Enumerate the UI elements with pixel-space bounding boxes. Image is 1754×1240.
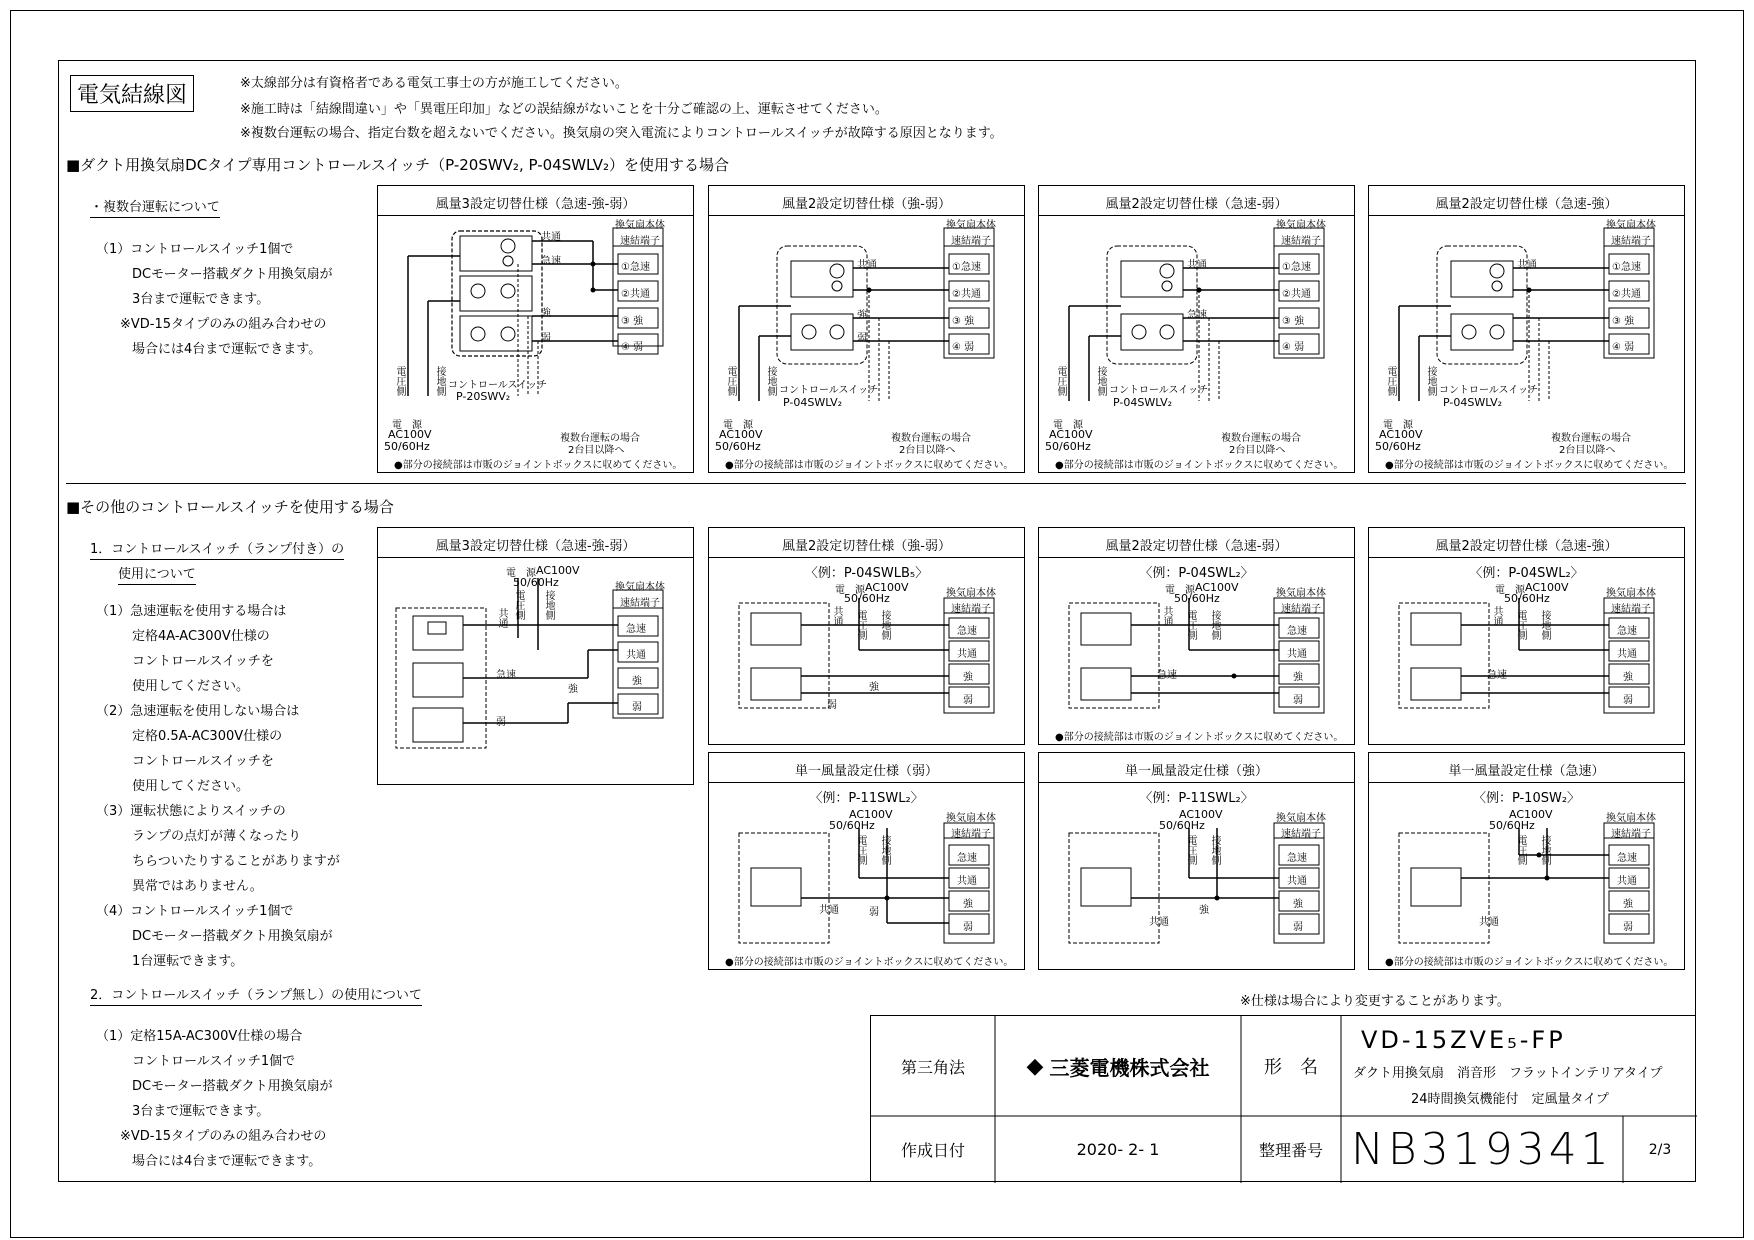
page-number: 2/3 <box>1648 1141 1672 1158</box>
voltage-label: 電圧側 <box>1185 835 1196 865</box>
terminal-4: 弱 <box>963 695 973 706</box>
ground-label: 接地側 <box>879 835 890 865</box>
junction-note: ●部分の接続部は市販のジョイントボックスに収めてください。 <box>394 460 683 471</box>
power-label: 電 源 <box>392 420 422 431</box>
multi-label-2: 2台目以降へ <box>568 445 625 456</box>
power-value: AC100V <box>1525 581 1569 594</box>
power-label: 電 源 <box>835 585 865 596</box>
s2-line-2: 定格4A-AC300V仕様の <box>132 629 270 644</box>
wire-rapid-label: 急速 <box>1187 310 1207 321</box>
terminal-4: 弱 <box>1623 922 1633 933</box>
terminal-4: ④ 弱 <box>621 342 644 353</box>
panel-title: 単一風量設定仕様（強） <box>1124 764 1268 779</box>
ground-label: 接地側 <box>1095 366 1106 396</box>
power-freq: 50/60Hz <box>1375 440 1421 453</box>
power-freq: 50/60Hz <box>1174 592 1220 605</box>
panel-example: 〈例：P-11SWL₂〉 <box>1139 791 1254 806</box>
power-value: AC100V <box>388 428 432 441</box>
terminal-4: 弱 <box>1623 695 1633 706</box>
terminal-1: 急速 <box>1617 626 1637 637</box>
wire-common-label: 共通 <box>857 260 877 271</box>
terminal-1: ①急速 <box>1282 262 1311 273</box>
terminal-3: 強 <box>963 899 973 910</box>
junction-note: ●部分の接続部は市販のジョイントボックスに収めてください。 <box>1385 460 1674 471</box>
power-freq: 50/60Hz <box>844 592 890 605</box>
title-block <box>870 1015 1696 1182</box>
terminal-4: 弱 <box>963 922 973 933</box>
s2b-line-3: DCモーター搭載ダクト用換気扇が <box>132 1079 333 1094</box>
wire-rapid-label: 急速 <box>541 256 561 267</box>
wire-rapid-label: 急速 <box>496 670 516 681</box>
junction-note: ●部分の接続部は市販のジョイントボックスに収めてください。 <box>725 957 1014 968</box>
terminal-4: 弱 <box>1293 695 1303 706</box>
panel-title: 単一風量設定仕様（弱） <box>794 764 938 779</box>
s2-line-6: 定格0.5A-AC300V仕様の <box>132 729 283 744</box>
voltage-label: 電圧側 <box>855 835 866 865</box>
s2-panel-1 <box>377 527 694 785</box>
wire-common-label: 共通 <box>496 608 507 628</box>
wire-strong-label: 強 <box>869 682 879 693</box>
unit-label: 換気扇本体 <box>615 220 665 231</box>
voltage-label: 電圧側 <box>1185 610 1196 640</box>
terminal-2: 共通 <box>1287 876 1307 887</box>
s2b-line-1: （1）定格15A-AC300V仕様の場合 <box>96 1029 303 1044</box>
s2-line-3: コントロールスイッチを <box>132 654 274 669</box>
s2-panel-4 <box>1368 527 1685 745</box>
voltage-label: 電圧側 <box>1055 366 1066 396</box>
switch-model: P-04SWLV₂ <box>783 396 843 409</box>
voltage-label: 電圧側 <box>1385 366 1396 396</box>
drawing-number: NB319341 <box>1351 1124 1613 1175</box>
terminal-3: 強 <box>963 672 973 683</box>
terminal-3: 強 <box>1293 899 1303 910</box>
multi-label-1: 複数台運転の場合 <box>560 433 640 444</box>
unit-label: 換気扇本体 <box>615 582 665 593</box>
power-label: 電 源 <box>723 420 753 431</box>
unit-label: 換気扇本体 <box>1606 813 1656 824</box>
voltage-label: 電圧側 <box>1515 610 1526 640</box>
wire-weak-label: 弱 <box>869 907 879 918</box>
terminal-2: 共通 <box>957 876 977 887</box>
s2-line-7: コントロールスイッチを <box>132 754 274 769</box>
section1-line-1: （1）コントロールスイッチ1個で <box>96 242 294 257</box>
panel-title: 風量3設定切替仕様（急速-強-弱） <box>435 197 636 212</box>
company-name <box>995 1016 1241 1116</box>
terminal-3: 強 <box>1293 672 1303 683</box>
panel-title: 風量2設定切替仕様（強-弱） <box>782 197 951 212</box>
junction-note: ●部分の接続部は市販のジョイントボックスに収めてください。 <box>1055 460 1344 471</box>
power-freq: 50/60Hz <box>829 819 875 832</box>
terminal-2: ②共通 <box>952 289 981 300</box>
power-freq: 50/60Hz <box>384 440 430 453</box>
terminal-header: 速結端子 <box>1281 604 1321 615</box>
unit-label: 換気扇本体 <box>1276 813 1326 824</box>
s2b-line-4: 3台まで運転できます。 <box>132 1104 270 1119</box>
power-value: AC100V <box>1509 808 1553 821</box>
s2-panel-3 <box>1038 527 1355 745</box>
panel-example: 〈例：P-04SWL₂〉 <box>1469 566 1584 581</box>
ground-label: 接地側 <box>1209 835 1220 865</box>
terminal-2: ②共通 <box>621 289 650 300</box>
multi-label-2: 2台目以降へ <box>1229 445 1286 456</box>
power-freq: 50/60Hz <box>1489 819 1535 832</box>
wire-weak-label: 弱 <box>857 333 867 344</box>
s2-line-4: 使用してください。 <box>132 679 250 694</box>
s2-panel-7 <box>1368 752 1685 970</box>
section2-sub1-line1: 1．コントロールスイッチ（ランプ付き）の <box>90 538 344 560</box>
terminal-3: ③ 強 <box>1282 316 1305 327</box>
power-freq: 50/60Hz <box>715 440 761 453</box>
terminal-header: 速結端子 <box>1611 604 1651 615</box>
s2-line-14: DCモーター搭載ダクト用換気扇が <box>132 929 333 944</box>
voltage-label: 電圧側 <box>725 366 736 396</box>
switch-label: コントロールスイッチ <box>1439 385 1539 396</box>
terminal-header: 速結端子 <box>1611 236 1651 247</box>
wire-strong-label: 強 <box>541 308 551 319</box>
s2-line-10: ランプの点灯が薄くなったり <box>132 829 302 844</box>
unit-label: 換気扇本体 <box>1276 220 1326 231</box>
section1-heading: ■ダクト用換気扇DCタイプ専用コントロールスイッチ（P-20SWV₂, P-04SWLV₂）を使用する場合 <box>66 156 730 174</box>
junction-note: ●部分の接続部は市販のジョイントボックスに収めてください。 <box>725 460 1014 471</box>
section-divider <box>66 483 1686 484</box>
junction-note: ●部分の接続部は市販のジョイントボックスに収めてください。 <box>1055 732 1344 743</box>
unit-label: 換気扇本体 <box>1606 220 1656 231</box>
panel-title: 風量2設定切替仕様（急速-強） <box>1435 197 1618 212</box>
terminal-2: ②共通 <box>1282 289 1311 300</box>
s2-panel-5 <box>708 752 1025 970</box>
wire-strong-label: 強 <box>1199 905 1209 916</box>
terminal-header: 速結端子 <box>951 604 991 615</box>
section1-line-2: DCモーター搭載ダクト用換気扇が <box>132 267 333 282</box>
section2-heading: ■その他のコントロールスイッチを使用する場合 <box>66 498 394 516</box>
terminal-header: 速結端子 <box>1281 829 1321 840</box>
terminal-3: ③ 強 <box>952 316 975 327</box>
terminal-3: ③ 強 <box>621 316 644 327</box>
panel-title: 単一風量設定仕様（急速） <box>1448 764 1605 779</box>
terminal-header: 速結端子 <box>620 598 660 609</box>
header-note-3: ※複数台運転の場合、指定台数を超えないでください。換気扇の突入電流によりコントロールスイッチが故障する原因となります。 <box>240 126 1003 141</box>
terminal-header: 速結端子 <box>620 236 660 247</box>
panel-title: 風量2設定切替仕様（強-弱） <box>782 539 951 554</box>
header-note-2: ※施工時は「結線間違い」や「異電圧印加」などの誤結線がないことを十分ご確認の上、運転させてください。 <box>240 102 888 117</box>
wire-common-label: 共通 <box>1187 260 1207 271</box>
power-label: 電 源 <box>506 568 536 579</box>
date-value: 2020- 2- 1 <box>1076 1140 1160 1159</box>
ground-label: 接地側 <box>879 610 890 640</box>
wire-common-label: 共通 <box>1517 260 1537 271</box>
ground-label: 接地側 <box>1209 610 1220 640</box>
wire-common-label: 共通 <box>1161 606 1172 626</box>
terminal-4: 弱 <box>632 702 642 713</box>
power-label: 電 源 <box>1165 585 1195 596</box>
wire-strong-label: 強 <box>568 684 578 695</box>
wire-common-label: 共通 <box>1491 606 1502 626</box>
multi-label-1: 複数台運転の場合 <box>891 433 971 444</box>
model-label: 形 名 <box>1264 1057 1318 1078</box>
s1-panel-2 <box>708 185 1025 473</box>
terminal-3: 強 <box>1623 899 1633 910</box>
power-value: AC100V <box>1195 581 1239 594</box>
multi-label-2: 2台目以降へ <box>1559 445 1616 456</box>
switch-label: コントロールスイッチ <box>1109 385 1209 396</box>
terminal-1: ①急速 <box>952 262 981 273</box>
panel-example: 〈例：P-04SWL₂〉 <box>1139 566 1254 581</box>
terminal-1: ①急速 <box>621 262 650 273</box>
model-name: VD-15ZVE₅-FP <box>1361 1026 1566 1054</box>
terminal-3: ③ 強 <box>1612 316 1635 327</box>
s2-line-8: 使用してください。 <box>132 779 250 794</box>
terminal-1: 急速 <box>1287 853 1307 864</box>
terminal-1: ①急速 <box>1612 262 1641 273</box>
ground-label: 接地側 <box>1539 835 1550 865</box>
voltage-label: 電圧側 <box>394 366 405 396</box>
terminal-header: 速結端子 <box>1611 829 1651 840</box>
power-value: AC100V <box>849 808 893 821</box>
power-freq: 50/60Hz <box>1045 440 1091 453</box>
s1-panel-4 <box>1368 185 1685 473</box>
ground-label: 接地側 <box>1539 610 1550 640</box>
power-freq: 50/60Hz <box>513 576 559 589</box>
terminal-2: 共通 <box>1617 876 1637 887</box>
s2-line-12: 異常ではありません。 <box>132 879 263 894</box>
section2-sub2: 2．コントロールスイッチ（ランプ無し）の使用について <box>90 984 422 1006</box>
switch-label: コントロールスイッチ <box>779 385 879 396</box>
wire-rapid-label: 急速 <box>1157 670 1177 681</box>
projection-label: 第三角法 <box>900 1057 965 1077</box>
section1-line-4: ※VD-15タイプのみの組み合わせの <box>120 317 327 332</box>
terminal-3: 強 <box>1623 672 1633 683</box>
terminal-1: 急速 <box>1287 626 1307 637</box>
junction-note: ●部分の接続部は市販のジョイントボックスに収めてください。 <box>1385 957 1674 968</box>
number-label: 整理番号 <box>1258 1141 1323 1160</box>
ground-label: 接地側 <box>543 590 554 620</box>
s1-panel-3 <box>1038 185 1355 473</box>
mitsubishi-logo-icon: ◆ <box>1026 1053 1044 1079</box>
power-freq: 50/60Hz <box>1504 592 1550 605</box>
terminal-header: 速結端子 <box>951 829 991 840</box>
date-label: 作成日付 <box>900 1141 965 1160</box>
terminal-4: ④ 弱 <box>952 342 975 353</box>
panel-title: 風量2設定切替仕様（急速-弱） <box>1105 197 1288 212</box>
s2-line-9: （3）運転状態によりスイッチの <box>96 804 286 819</box>
power-value: AC100V <box>1379 428 1423 441</box>
section1-line-5: 場合には4台まで運転できます。 <box>132 342 322 357</box>
spec-note: ※仕様は場合により変更することがあります。 <box>1240 994 1510 1009</box>
unit-label: 換気扇本体 <box>1606 588 1656 599</box>
terminal-1: 急速 <box>626 624 646 635</box>
panel-title: 風量3設定切替仕様（急速-強-弱） <box>435 539 636 554</box>
wire-common-label: 共通 <box>831 606 842 626</box>
s2b-line-5: ※VD-15タイプのみの組み合わせの <box>120 1129 327 1144</box>
wire-strong-label: 強 <box>857 310 867 321</box>
wire-weak-label: 弱 <box>827 700 837 711</box>
terminal-2: 共通 <box>1287 649 1307 660</box>
power-value: AC100V <box>719 428 763 441</box>
s2-line-5: （2）急速運転を使用しない場合は <box>96 704 300 719</box>
page-heading: 電気結線図 <box>70 75 194 112</box>
power-freq: 50/60Hz <box>1159 819 1205 832</box>
terminal-3: 強 <box>632 676 642 687</box>
terminal-4: 弱 <box>1293 922 1303 933</box>
voltage-label: 電圧側 <box>1515 835 1526 865</box>
s2b-line-2: コントロールスイッチ1個で <box>132 1054 296 1069</box>
header-note-1: ※太線部分は有資格者である電気工事士の方が施工してください。 <box>240 76 628 91</box>
wire-common-label: 共通 <box>541 232 561 243</box>
s2b-line-6: 場合には4台まで運転できます。 <box>132 1154 322 1169</box>
ground-label: 接地側 <box>765 366 776 396</box>
terminal-header: 速結端子 <box>951 236 991 247</box>
multi-label-2: 2台目以降へ <box>899 445 956 456</box>
wire-rapid-label: 急速 <box>1487 670 1507 681</box>
s2-panel-6 <box>1038 752 1355 970</box>
switch-model: P-20SWV₂ <box>456 390 511 403</box>
wire-common-label: 共通 <box>1479 917 1499 928</box>
terminal-2: 共通 <box>1617 649 1637 660</box>
terminal-header: 速結端子 <box>1281 236 1321 247</box>
panel-title: 風量2設定切替仕様（急速-強） <box>1435 539 1618 554</box>
multi-label-1: 複数台運転の場合 <box>1221 433 1301 444</box>
terminal-2: 共通 <box>957 649 977 660</box>
s1-panel-1 <box>377 185 694 473</box>
panel-title: 風量2設定切替仕様（急速-弱） <box>1105 539 1288 554</box>
panel-example: 〈例：P-10SW₂〉 <box>1472 791 1581 806</box>
voltage-label: 電圧側 <box>855 610 866 640</box>
s2-panel-2 <box>708 527 1025 745</box>
power-value: AC100V <box>1179 808 1223 821</box>
power-value: AC100V <box>536 564 580 577</box>
switch-label: コントロールスイッチ <box>448 380 548 391</box>
multi-label-1: 複数台運転の場合 <box>1551 433 1631 444</box>
section1-subheading: ・複数台運転について <box>90 196 220 218</box>
unit-label: 換気扇本体 <box>946 588 996 599</box>
power-value: AC100V <box>1049 428 1093 441</box>
switch-model: P-04SWLV₂ <box>1443 396 1503 409</box>
unit-label: 換気扇本体 <box>946 813 996 824</box>
wire-weak-label: 弱 <box>496 717 506 728</box>
terminal-2: 共通 <box>626 650 646 661</box>
unit-label: 換気扇本体 <box>946 220 996 231</box>
terminal-2: ②共通 <box>1612 289 1641 300</box>
description-1: ダクト用換気扇 消音形 フラットインテリアタイプ <box>1353 1066 1663 1081</box>
section1-line-3: 3台まで運転できます。 <box>132 292 270 307</box>
wire-common-label: 共通 <box>1149 917 1169 928</box>
s2-line-13: （4）コントロールスイッチ1個で <box>96 904 294 919</box>
terminal-4: ④ 弱 <box>1612 342 1635 353</box>
s2-line-11: ちらついたりすることがありますが <box>132 854 340 869</box>
terminal-1: 急速 <box>957 626 977 637</box>
power-label: 電 源 <box>1383 420 1413 431</box>
wire-common-label: 共通 <box>819 905 839 916</box>
power-value: AC100V <box>865 581 909 594</box>
wire-weak-label: 弱 <box>541 333 551 344</box>
panel-example: 〈例：P-04SWLB₅〉 <box>804 566 929 581</box>
description-2: 24時間換気機能付 定風量タイプ <box>1411 1092 1609 1107</box>
ground-label: 接地側 <box>1425 366 1436 396</box>
power-label: 電 源 <box>1495 585 1525 596</box>
company-text: 三菱電機株式会社 <box>1049 1055 1210 1080</box>
section2-sub1-line2: 使用について <box>118 563 196 585</box>
ground-label: 接地側 <box>434 366 445 396</box>
terminal-4: ④ 弱 <box>1282 342 1305 353</box>
terminal-1: 急速 <box>1617 853 1637 864</box>
unit-label: 換気扇本体 <box>1276 588 1326 599</box>
s2-line-1: （1）急速運転を使用する場合は <box>96 604 287 619</box>
terminal-1: 急速 <box>957 853 977 864</box>
s2-line-15: 1台運転できます。 <box>132 954 244 969</box>
power-label: 電 源 <box>1053 420 1083 431</box>
switch-model: P-04SWLV₂ <box>1113 396 1173 409</box>
voltage-label: 電圧側 <box>513 590 524 620</box>
panel-example: 〈例：P-11SWL₂〉 <box>809 791 924 806</box>
